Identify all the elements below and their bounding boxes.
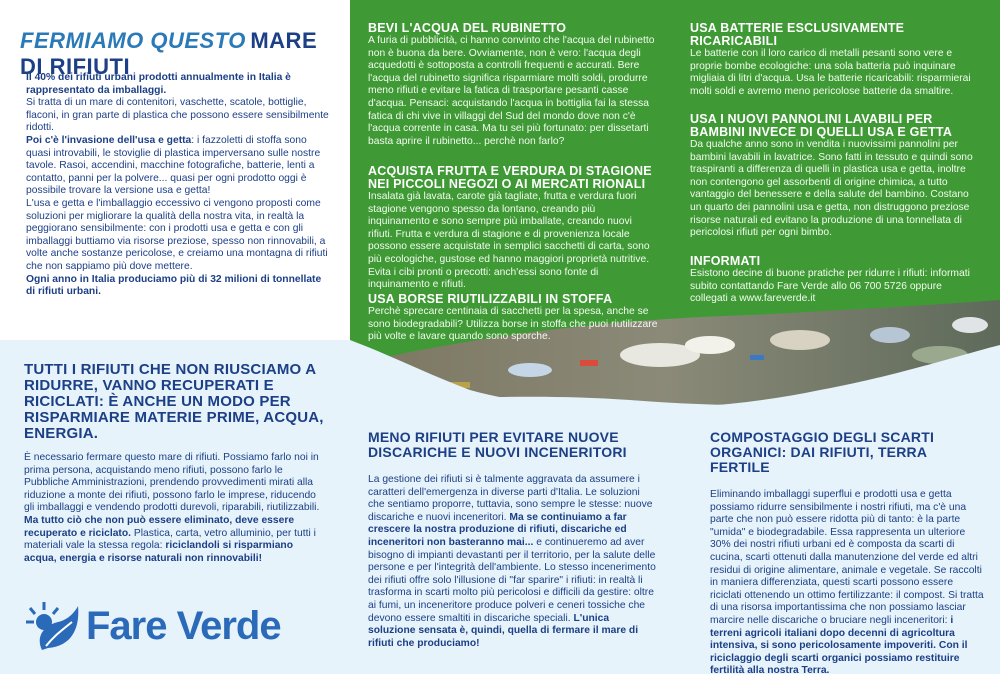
section-title: BEVI L'ACQUA DEL RUBINETTO [368,21,567,35]
recycle-bold2: riciclandoli si risparmiano acqua, energia e risorse naturali non rinnovabili! [24,540,294,564]
intro-text: Si tratta di un mare di contenitori, vaschette, scatole, bottiglie, flaconi, in gran parte di plastica che possono essere sensibilmente ridotti. [26,97,329,134]
section-text: Le batterie con il loro carico di metalli pesanti sono vere e proprie bombe ecologiche: una sola batteria può inquinare migliaia di litri d'acqua. Usa le batterie ricaricabili: risparmierai molti soldi e avremo meno pericolose batterie da smaltire. [690,48,971,97]
section-diapers [690,113,980,240]
section-text: Esistono decine di buone pratiche per ridurre i rifiuti: informati subito contattando Fare Verde allo 06 700 5726 oppure collegati a www.fareverde.it [690,268,970,305]
recycle-text1: È necessario fermare questo mare di rifiuti. Possiamo farlo noi in prima persona, acquistando meno rifiuti, possono farlo le Pubbliche Amministrazioni, prendendo provvedimenti mirati alla riduzione a monte dei rifiuti, possono farlo le imprese, riducendo gli imballaggi e vendendo prodotti durevoli, riparabili, riutilizzabili. [24,452,320,514]
intro-bold: Il 40% dei rifiuti urbani prodotti annualmente in Italia è rappresentato da imballaggi. [26,72,291,96]
less-waste-bold2: L'unica soluzione sensata è, quindi, quella di fermare il mare di rifiuti che produciamo! [368,612,639,649]
less-waste-text2: e continueremo ad aver bisogno di impianti devastanti per il territorio, per la salute delle persone e per l'integrità dell'ambiente. Lo stesso incenerimento dei rifiuti offre solo l'illusione di "far sparire" i rifiuti: in realtà li trasforma in scarti molto più pericolosi e difficili da gestire: oltre ai fumi, un inceneritore produce polveri e ceneri tossiche che devono essere smaltiti in discariche speciali. [368,536,656,624]
section-cloth-bags [368,293,658,344]
section-title: TUTTI I RIFIUTI CHE NON RIUSCIAMO A RIDURRE, VANNO RECUPERATI E RICICLATI: È ANCHE UN MODO PER RISPARMIARE MATERIE PRIME, ACQUA, ENERGIA. [24,361,324,442]
section-title: COMPOSTAGGIO DEGLI SCARTI ORGANICI: DAI RIFIUTI, TERRA FERTILE [710,429,935,475]
section-compost [710,430,985,678]
recycle-text2: Plastica, carta, vetro alluminio, per tutti i materiali vale la stessa regola: [24,527,316,552]
less-waste-bold1: Ma se continuiamo a far crescere la nostra produzione di rifiuti, discariche ed inceneritori non basteranno mai... [368,511,627,548]
section-text: A furia di pubblicità, ci hanno convinto che l'acqua del rubinetto non è buona da bere. Ovviamente, non è vero: l'acqua degli acquedotti è sottoposta a controlli frequenti e accurati. Bere l'acqua del rubinetto significa risparmiare molti soldi, produrre meno rifiuti e evitare la fatica di trasportare pesanti casse d'acqua. Pensaci: acquistando l'acqua in bottiglia fai la stessa fatica di chi vive in villaggi del Sud del mondo dove non c'è l'acqua corrente in casa. Ma tu sei più fortunato: per dissetarti basta aprire il rubinetto... perchè non farlo? [368,35,655,147]
section-title: ACQUISTA FRUTTA E VERDURA DI STAGIONE NEI PICCOLI NEGOZI O AI MERCATI RIONALI [368,164,652,191]
section-batteries [690,22,980,98]
section-title: USA BATTERIE ESCLUSIVAMENTE RICARICABILI [690,21,905,48]
section-text: Da qualche anno sono in vendita i nuovissimi pannolini per bambini lavabili in lavatrice. Sono fatti in tessuto e quindi sono traspiranti a differenza di quelli in plastica usa e getta, inoltre non contengono gel assorbenti di origine chimica, a tutto vantaggio del benessere e della salute del bambino. Costano un quarto dei pannolini usa e getta, non distruggono preziose risorse naturali ed evitano la produzione di una tonnellata di pericolosi rifiuti per ogni bimbo. [690,139,973,239]
compost-bold1: i terreni agricoli italiani dopo decenni di agricoltura intensiva, si sono pericolosamente impoveriti. Con il riciclaggio degli scarti organici possiamo restituire fertilità alla nostra Terra. [710,614,968,677]
recycle-bold1: Ma tutto ciò che non può essere eliminato, deve essere recuperato e riciclato. [24,514,295,539]
section-title: MENO RIFIUTI PER EVITARE NUOVE DISCARICHE E NUOVI INCENERITORI [368,429,627,460]
section-info [690,255,980,306]
compost-text1: Eliminando imballaggi superflui e prodotti usa e getta possiamo ridurre sensibilmente i nostri rifiuti, ma c'è una parte che non può essere ridotta più di tanto: è la parte "umida" e biodegradabile. Essa rappresenta un ulteriore 30% dei nostri rifiuti urbani ed è composta da scarti di cucina, scarti ottenuti dalla manutenzione del verde ed altri residui di origine alimentare, animale e vegetale. Se raccolti in maniera differenziata, questi scarti possono essere riciclati ottenendo un ottimo fertilizzante: il compost. Si tratta di una risorsa importantissima che non possiamo lasciar marcire nelle discariche o bruciare negli inceneritori: [710,489,984,626]
outro-bold: Ogni anno in Italia produciamo più di 32 milioni di tonnellate di rifiuti urbani. [26,273,322,298]
logo [24,598,314,654]
section-text: Perchè sprecare centinaia di sacchetti per la spesa, anche se sono biodegradabili? Utilizza borse in stoffa che puoi riutilizzare più volte e lavare quando sono sporche. [368,306,658,343]
section-less-waste [368,430,658,650]
invasion-bold: Poi c'è l'invasione dell'usa e getta [26,134,192,146]
title-part2: MARE DI RIFIUTI [20,28,318,79]
logo-text: Fare Verde [86,603,281,648]
section-recycle [24,362,324,565]
invasion-text: : i fazzoletti di stoffa sono quasi introvabili, le stoviglie di plastica imperversano sulle nostre tavole. Rasoi, accendini, macchine fotografiche, batterie, lenti a contatto, panni per la polvere... quasi per ogni prodotto oggi è possibile trovare la versione usa e getta! [26,134,321,197]
packaging-text: L'usa e getta e l'imballaggio eccessivo ci vengono proposti come soluzioni per migliorare la qualità della nostra vita, in realtà la peggiorano sensibilmente: con i prodotti usa e getta e con gli imballaggi buttiamo via risorse preziose, spesso non rinnovabili, a volte anche sostanze pericolose, e creiamo una montagna di rifiuti che non sappiamo più dove mettere. [26,197,328,272]
section-title: USA I NUOVI PANNOLINI LAVABILI PER BAMBINI INVECE DI QUELLI USA E GETTA [690,112,953,139]
section-text: Insalata già lavata, carote già tagliate, frutta e verdura fuori stagione vengono spesso da lontano, creando più inquinamento e sono sempre più imballate, creando nuovi rifiuti. Frutta e verdura di stagione e di provenienza locale possono essere acquistate in semplici sacchetti di carta, sono più ecologiche, gustose ed hanno maggiori proprietà nutritive. Evita i cibi pronti o precotti: anch'essi sono fonte di inquinamento e rifiuti. [368,191,650,291]
left-column-text [26,72,330,299]
section-fruit-vegetables [368,165,658,292]
section-title: INFORMATI [690,254,761,268]
leaf-sun-icon [24,598,80,654]
title-part1: FERMIAMO QUESTO [20,28,246,53]
section-title: USA BORSE RIUTILIZZABILI IN STOFFA [368,292,613,306]
less-waste-text1: La gestione dei rifiuti si è talmente aggravata da assumere i caratteri dell'emergenza in diverse parti d'Italia. Le soluzioni che sentiamo proporre, tuttavia, sono sempre le stesse: nuove discariche e nuovi inceneritori. [368,474,653,523]
section-tap-water [368,22,658,148]
